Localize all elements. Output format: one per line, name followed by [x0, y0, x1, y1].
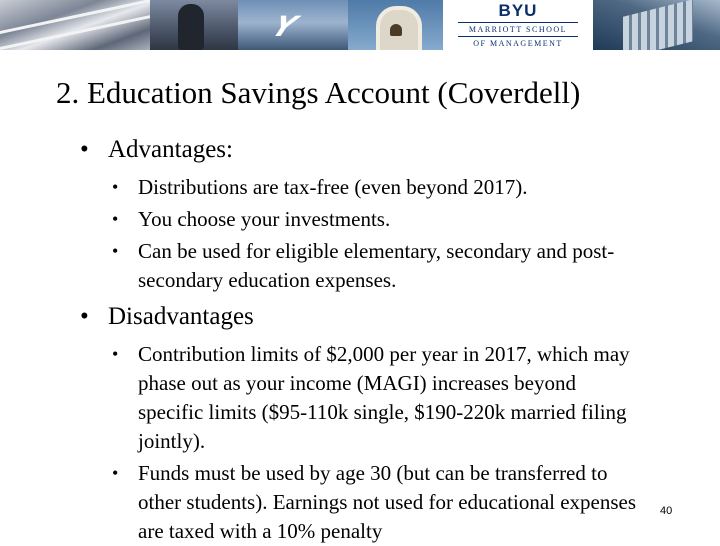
- bullet-text: You choose your investments.: [138, 207, 391, 231]
- bullet-text: Funds must be used by age 30 (but can be transferred to other students). Earnings not used for educational expenses are taxed with a 10% penalty: [138, 461, 637, 543]
- slide-title: 2. Education Savings Account (Coverdell): [56, 75, 581, 110]
- banner-photo-mountain-y: Y: [238, 0, 348, 50]
- page-number: 40: [660, 505, 673, 517]
- section-heading: Disadvantages: [108, 303, 254, 330]
- bullet-text: Distributions are tax-free (even beyond 2017).: [138, 175, 528, 199]
- byu-marriott-logo: [443, 0, 593, 50]
- bullet-icon: •: [112, 177, 119, 197]
- bullet-icon: •: [112, 209, 119, 229]
- logo-sub-text-1: MARRIOTT SCHOOL: [468, 25, 568, 34]
- logo-sub-text-2: OF MANAGEMENT: [473, 39, 563, 48]
- section-advantages: [80, 133, 680, 167]
- bullet-icon: •: [112, 463, 119, 483]
- list-item: [112, 340, 643, 456]
- list-item: [112, 459, 643, 546]
- section-disadvantages: [80, 300, 680, 334]
- banner-photo-statue: [150, 0, 238, 50]
- bullet-icon: •: [80, 136, 89, 163]
- list-item: [112, 173, 680, 202]
- slide-content: [80, 133, 680, 546]
- bullet-icon: •: [80, 303, 89, 330]
- header-banner: [0, 0, 720, 50]
- banner-photo-building: [593, 0, 720, 50]
- banner-photo-tiles: [0, 0, 150, 50]
- bullet-icon: •: [112, 241, 119, 261]
- banner-photo-bell-tower: [348, 0, 443, 50]
- logo-main-text: BYU: [498, 1, 538, 20]
- list-item: [112, 237, 680, 295]
- bullet-text: Can be used for eligible elementary, secondary and post-secondary education expenses.: [138, 239, 615, 292]
- bullet-text: Contribution limits of $2,000 per year in 2017, which may phase out as your income (MAGI) increases beyond specific limits ($95-110k single, $190-220k married filing jointly).: [138, 342, 630, 453]
- section-heading: Advantages:: [108, 136, 233, 163]
- bullet-icon: •: [112, 344, 119, 364]
- list-item: [112, 205, 680, 234]
